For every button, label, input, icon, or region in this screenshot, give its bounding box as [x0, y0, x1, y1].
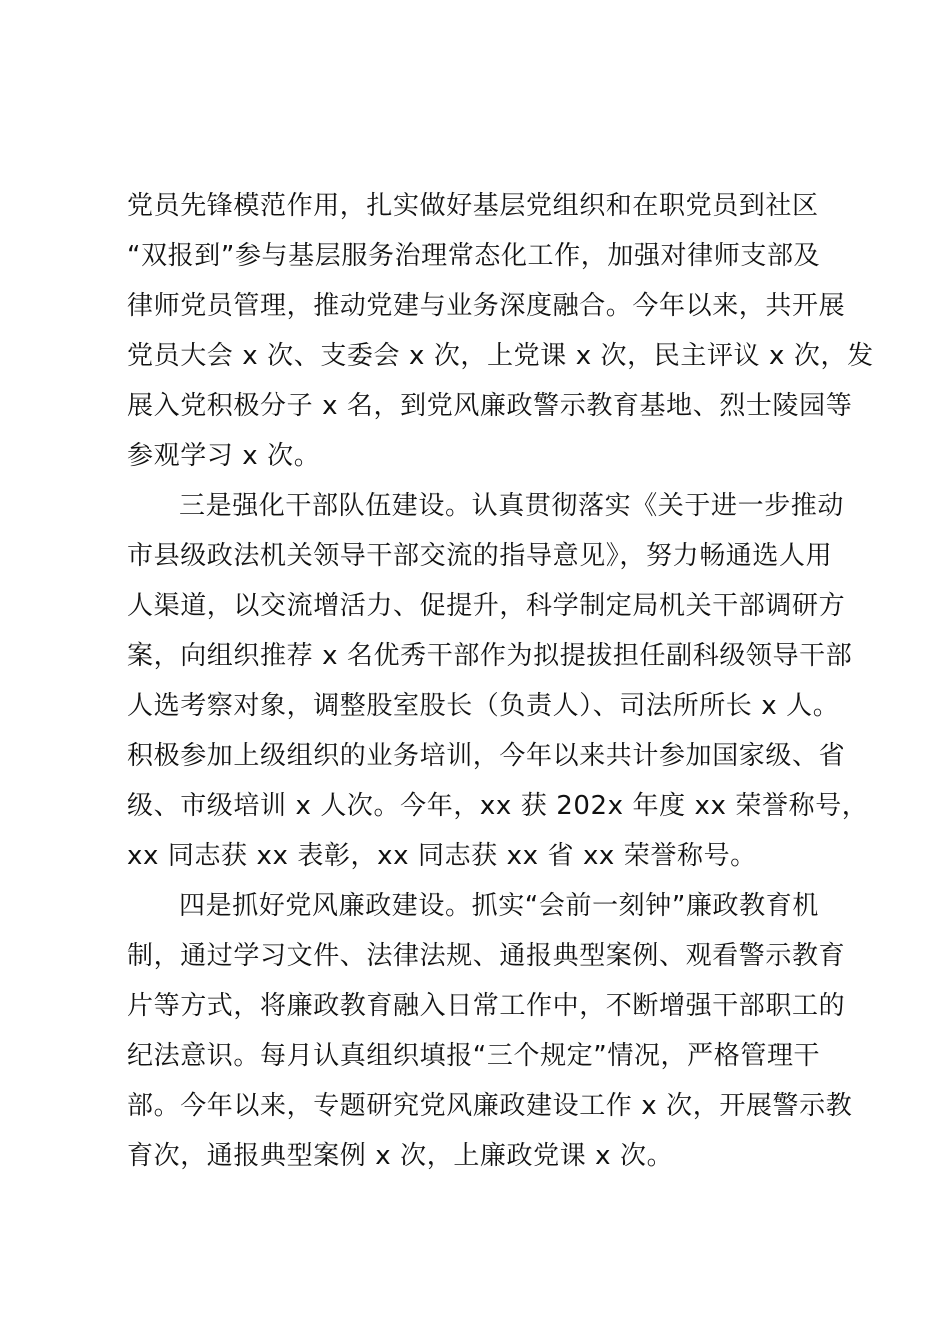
text-line: 育次，通报典型案例 x 次，上廉政党课 x 次。 — [127, 1141, 674, 1171]
text-line: 展入党积极分子 x 名，到党风廉政警示教育基地、烈士陵园等 — [127, 391, 853, 421]
paragraph-start-line: 三是强化干部队伍建设。认真贯彻落实《关于进一步推动 — [179, 491, 845, 521]
text-line: 级、市级培训 x 人次。今年，xx 获 202x 年度 xx 荣誉称号， — [127, 791, 869, 821]
paragraph-start-line: 四是抓好党风廉政建设。抓实“会前一刻钟”廉政教育机 — [179, 891, 819, 921]
text-line: 人选考察对象，调整股室股长（负责人）、司法所所长 x 人。 — [127, 691, 840, 721]
text-line: “双报到”参与基层服务治理常态化工作，加强对律师支部及 — [127, 241, 821, 271]
text-line: 人渠道，以交流增活力、促提升，科学制定局机关干部调研方 — [127, 591, 846, 621]
text-line: 部。今年以来，专题研究党风廉政建设工作 x 次，开展警示教 — [127, 1091, 853, 1121]
text-line: 党员先锋模范作用，扎实做好基层党组织和在职党员到社区 — [127, 191, 819, 221]
text-line: xx 同志获 xx 表彰，xx 同志获 xx 省 xx 荣誉称号。 — [127, 841, 757, 871]
text-line: 党员大会 x 次、支委会 x 次，上党课 x 次，民主评议 x 次，发 — [127, 341, 874, 371]
text-line: 纪法意识。每月认真组织填报“三个规定”情况，严格管理干 — [127, 1041, 821, 1071]
text-line: 积极参加上级组织的业务培训，今年以来共计参加国家级、省 — [127, 741, 846, 771]
text-line: 律师党员管理，推动党建与业务深度融合。今年以来，共开展 — [127, 291, 846, 321]
text-line: 制，通过学习文件、法律法规、通报典型案例、观看警示教育 — [127, 941, 846, 971]
text-line: 案，向组织推荐 x 名优秀干部作为拟提拔担任副科级领导干部 — [127, 641, 853, 671]
text-line: 市县级政法机关领导干部交流的指导意见》，努力畅通选人用 — [127, 541, 833, 571]
text-line: 参观学习 x 次。 — [127, 441, 321, 471]
text-line: 片等方式，将廉政教育融入日常工作中，不断增强干部职工的 — [127, 991, 846, 1021]
